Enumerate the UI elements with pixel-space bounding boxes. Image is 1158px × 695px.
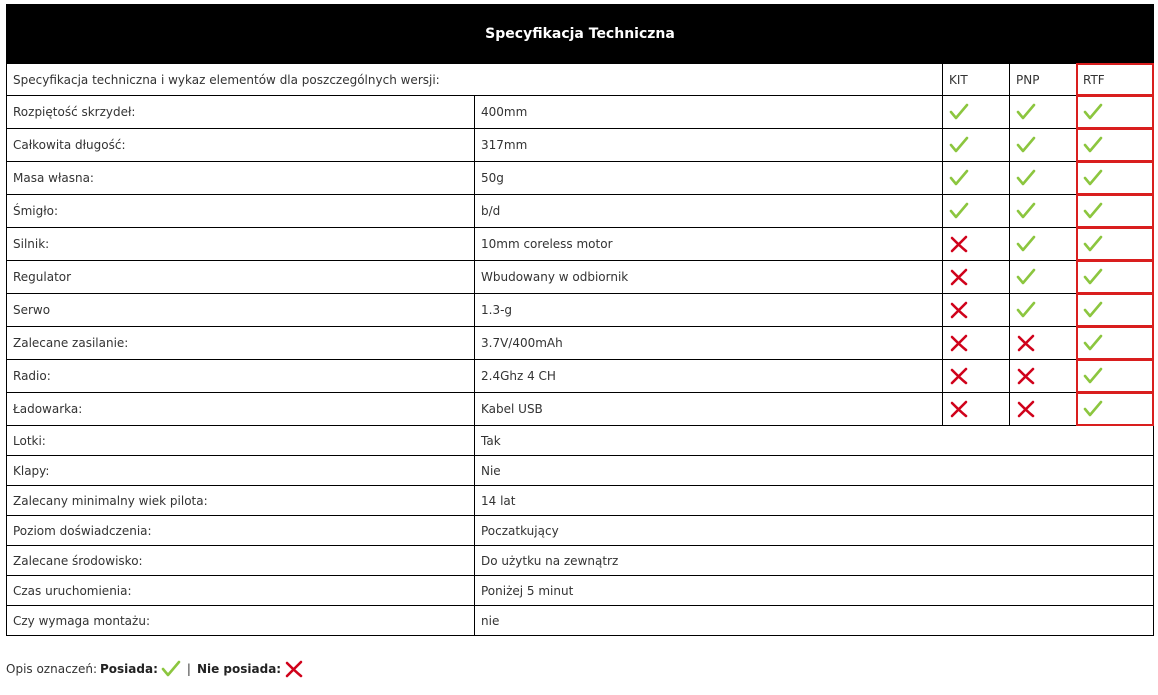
header-label: Specyfikacja techniczna i wykaz elementów dla poszczególnych wersji: [7, 64, 943, 96]
check-icon [1083, 400, 1103, 418]
pnp-cell [1010, 129, 1077, 162]
table-row [7, 228, 1154, 261]
legend [6, 660, 304, 678]
check-icon [1016, 235, 1036, 253]
row-label: Śmigło: [7, 195, 475, 228]
check-icon [949, 169, 969, 187]
check-icon [1083, 235, 1103, 253]
row-label: Zalecany minimalny wiek pilota: [7, 486, 475, 516]
row-value: Kabel USB [475, 393, 943, 426]
kit-cell [943, 96, 1010, 129]
row-label: Poziom doświadczenia: [7, 516, 475, 546]
row-label: Czy wymaga montażu: [7, 606, 475, 636]
check-icon [1083, 103, 1103, 121]
kit-cell [943, 360, 1010, 393]
table-row [7, 393, 1154, 426]
kit-cell [943, 228, 1010, 261]
kit-cell [943, 261, 1010, 294]
table-row [7, 327, 1154, 360]
row-label: Silnik: [7, 228, 475, 261]
row-value: 50g [475, 162, 943, 195]
rtf-cell [1077, 393, 1154, 426]
cross-icon [949, 268, 969, 286]
spec-title-bar [6, 4, 1154, 63]
row-value: 10mm coreless motor [475, 228, 943, 261]
cross-icon [1016, 334, 1036, 352]
spec-table-container [6, 4, 1154, 636]
table-row [7, 546, 1154, 576]
rtf-cell [1077, 195, 1154, 228]
table-row [7, 129, 1154, 162]
header-rtf: RTF [1077, 64, 1154, 96]
pnp-cell [1010, 393, 1077, 426]
row-value: 14 lat [475, 486, 1154, 516]
rtf-cell [1077, 129, 1154, 162]
rtf-cell [1077, 162, 1154, 195]
pnp-cell [1010, 360, 1077, 393]
table-header-row [7, 64, 1154, 96]
rtf-cell [1077, 294, 1154, 327]
header-kit: KIT [943, 64, 1010, 96]
row-value: Nie [475, 456, 1154, 486]
table-row [7, 516, 1154, 546]
kit-cell [943, 294, 1010, 327]
check-icon [161, 660, 181, 678]
legend-prefix: Opis oznaczeń: [6, 662, 97, 676]
check-icon [1016, 268, 1036, 286]
check-icon [1083, 268, 1103, 286]
table-row [7, 195, 1154, 228]
check-icon [1083, 136, 1103, 154]
row-value: Tak [475, 426, 1154, 456]
rtf-cell [1077, 327, 1154, 360]
table-row [7, 96, 1154, 129]
row-value: Do użytku na zewnątrz [475, 546, 1154, 576]
row-value: Poczatkujący [475, 516, 1154, 546]
table-row [7, 426, 1154, 456]
cross-icon [949, 301, 969, 319]
table-row [7, 261, 1154, 294]
kit-cell [943, 162, 1010, 195]
pnp-cell [1010, 162, 1077, 195]
row-value: 400mm [475, 96, 943, 129]
pnp-cell [1010, 294, 1077, 327]
row-label: Całkowita długość: [7, 129, 475, 162]
table-row [7, 162, 1154, 195]
table-row [7, 360, 1154, 393]
row-label: Zalecane środowisko: [7, 546, 475, 576]
kit-cell [943, 129, 1010, 162]
check-icon [1083, 169, 1103, 187]
pnp-cell [1010, 327, 1077, 360]
check-icon [1016, 169, 1036, 187]
cross-icon [949, 400, 969, 418]
row-value: 2.4Ghz 4 CH [475, 360, 943, 393]
table-row [7, 294, 1154, 327]
check-icon [1016, 103, 1036, 121]
row-label: Radio: [7, 360, 475, 393]
cross-icon [284, 660, 304, 678]
pnp-cell [1010, 195, 1077, 228]
row-label: Ładowarka: [7, 393, 475, 426]
row-label: Regulator [7, 261, 475, 294]
check-icon [1016, 301, 1036, 319]
legend-has-label: Posiada: [100, 662, 158, 676]
table-row [7, 456, 1154, 486]
check-icon [949, 136, 969, 154]
row-label: Czas uruchomienia: [7, 576, 475, 606]
check-icon [1083, 202, 1103, 220]
kit-cell [943, 195, 1010, 228]
check-icon [1083, 301, 1103, 319]
check-icon [949, 202, 969, 220]
rtf-cell [1077, 360, 1154, 393]
row-label: Lotki: [7, 426, 475, 456]
spec-title: Specyfikacja Techniczna [485, 25, 675, 42]
row-label: Zalecane zasilanie: [7, 327, 475, 360]
cross-icon [949, 367, 969, 385]
spec-table [6, 63, 1154, 636]
pnp-cell [1010, 96, 1077, 129]
row-value: b/d [475, 195, 943, 228]
table-row [7, 576, 1154, 606]
row-label: Rozpiętość skrzydeł: [7, 96, 475, 129]
rtf-cell [1077, 228, 1154, 261]
check-icon [1083, 334, 1103, 352]
rtf-cell [1077, 261, 1154, 294]
check-icon [949, 103, 969, 121]
legend-separator: | [186, 662, 191, 676]
cross-icon [1016, 367, 1036, 385]
row-label: Masa własna: [7, 162, 475, 195]
legend-not-has-label: Nie posiada: [196, 662, 282, 676]
row-value: 1.3-g [475, 294, 943, 327]
row-value: 3.7V/400mAh [475, 327, 943, 360]
pnp-cell [1010, 228, 1077, 261]
cross-icon [949, 334, 969, 352]
check-icon [1016, 202, 1036, 220]
header-pnp: PNP [1010, 64, 1077, 96]
kit-cell [943, 393, 1010, 426]
check-icon [1083, 367, 1103, 385]
cross-icon [1016, 400, 1036, 418]
pnp-cell [1010, 261, 1077, 294]
row-value: Wbudowany w odbiornik [475, 261, 943, 294]
row-label: Serwo [7, 294, 475, 327]
row-value: nie [475, 606, 1154, 636]
kit-cell [943, 327, 1010, 360]
check-icon [1016, 136, 1036, 154]
row-value: Poniżej 5 minut [475, 576, 1154, 606]
table-row [7, 606, 1154, 636]
row-value: 317mm [475, 129, 943, 162]
rtf-cell [1077, 96, 1154, 129]
cross-icon [949, 235, 969, 253]
table-row [7, 486, 1154, 516]
row-label: Klapy: [7, 456, 475, 486]
